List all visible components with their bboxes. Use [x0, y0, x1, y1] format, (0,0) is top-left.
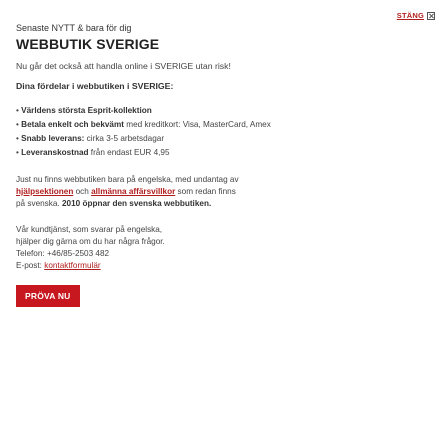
benefit-bold: Betala enkelt och bekvämt	[21, 120, 124, 129]
benefit-item: • Världens största Esprit-kollektion	[16, 106, 152, 115]
benefit-item: • Betala enkelt och bekvämt med kreditkort: Visa, MasterCard, Amex	[16, 120, 271, 129]
benefits-heading: Dina fördelar i webbutiken i SVERIGE:	[16, 81, 174, 91]
language-text: och	[73, 187, 92, 196]
contact-form-link[interactable]: kontaktformulär	[44, 261, 101, 270]
email-label: E-post:	[16, 261, 45, 270]
benefit-item: • Snabb leverans: cirka 3-5 arbetsdagar	[16, 134, 165, 143]
benefit-bold: Leveranskostnad	[21, 148, 89, 157]
support-info	[16, 224, 436, 272]
language-text: som redan finns	[175, 187, 236, 196]
support-line: hjälper dig gärna om du har några frågor.	[16, 237, 165, 246]
page-title: WEBBUTIK SVERIGE	[16, 36, 160, 52]
benefit-bold: Snabb leverans:	[21, 134, 85, 143]
support-phone: Telefon: +46/85-2503 482	[16, 249, 110, 258]
launch-notice: 2010 öppnar den svenska webbutiken.	[61, 199, 212, 208]
language-notice	[16, 174, 436, 210]
benefits-list	[16, 104, 436, 160]
language-text: Just nu finns webbutiken bara på engelska, med undantag av	[16, 175, 239, 184]
benefit-rest: från endast EUR 4,95	[88, 148, 170, 157]
try-now-button[interactable]: PRÖVA NU	[16, 285, 80, 307]
benefit-item: • Leveranskostnad från endast EUR 4,95	[16, 148, 170, 157]
benefit-rest: cirka 3-5 arbetsdagar	[84, 134, 165, 143]
close-control[interactable]	[397, 11, 435, 20]
close-icon[interactable]	[427, 12, 435, 20]
language-text: på svenska.	[16, 199, 62, 208]
close-link[interactable]: STÄNG	[396, 11, 424, 20]
terms-link[interactable]: allmänna affärsvillkor	[91, 187, 176, 196]
help-section-link[interactable]: hjälpsektionen	[16, 187, 74, 196]
promo-panel	[16, 23, 436, 307]
eyebrow-text: Senaste NYTT & bara för dig	[16, 23, 132, 33]
benefit-bold: Världens största Esprit-kollektion	[21, 106, 152, 115]
support-line: Vår kundtjänst, som svarar på engelska,	[16, 225, 163, 234]
benefit-rest: med kreditkort: Visa, MasterCard, Amex	[124, 120, 271, 129]
intro-text: Nu går det också att handla online i SVERIGE utan risk!	[16, 61, 231, 71]
